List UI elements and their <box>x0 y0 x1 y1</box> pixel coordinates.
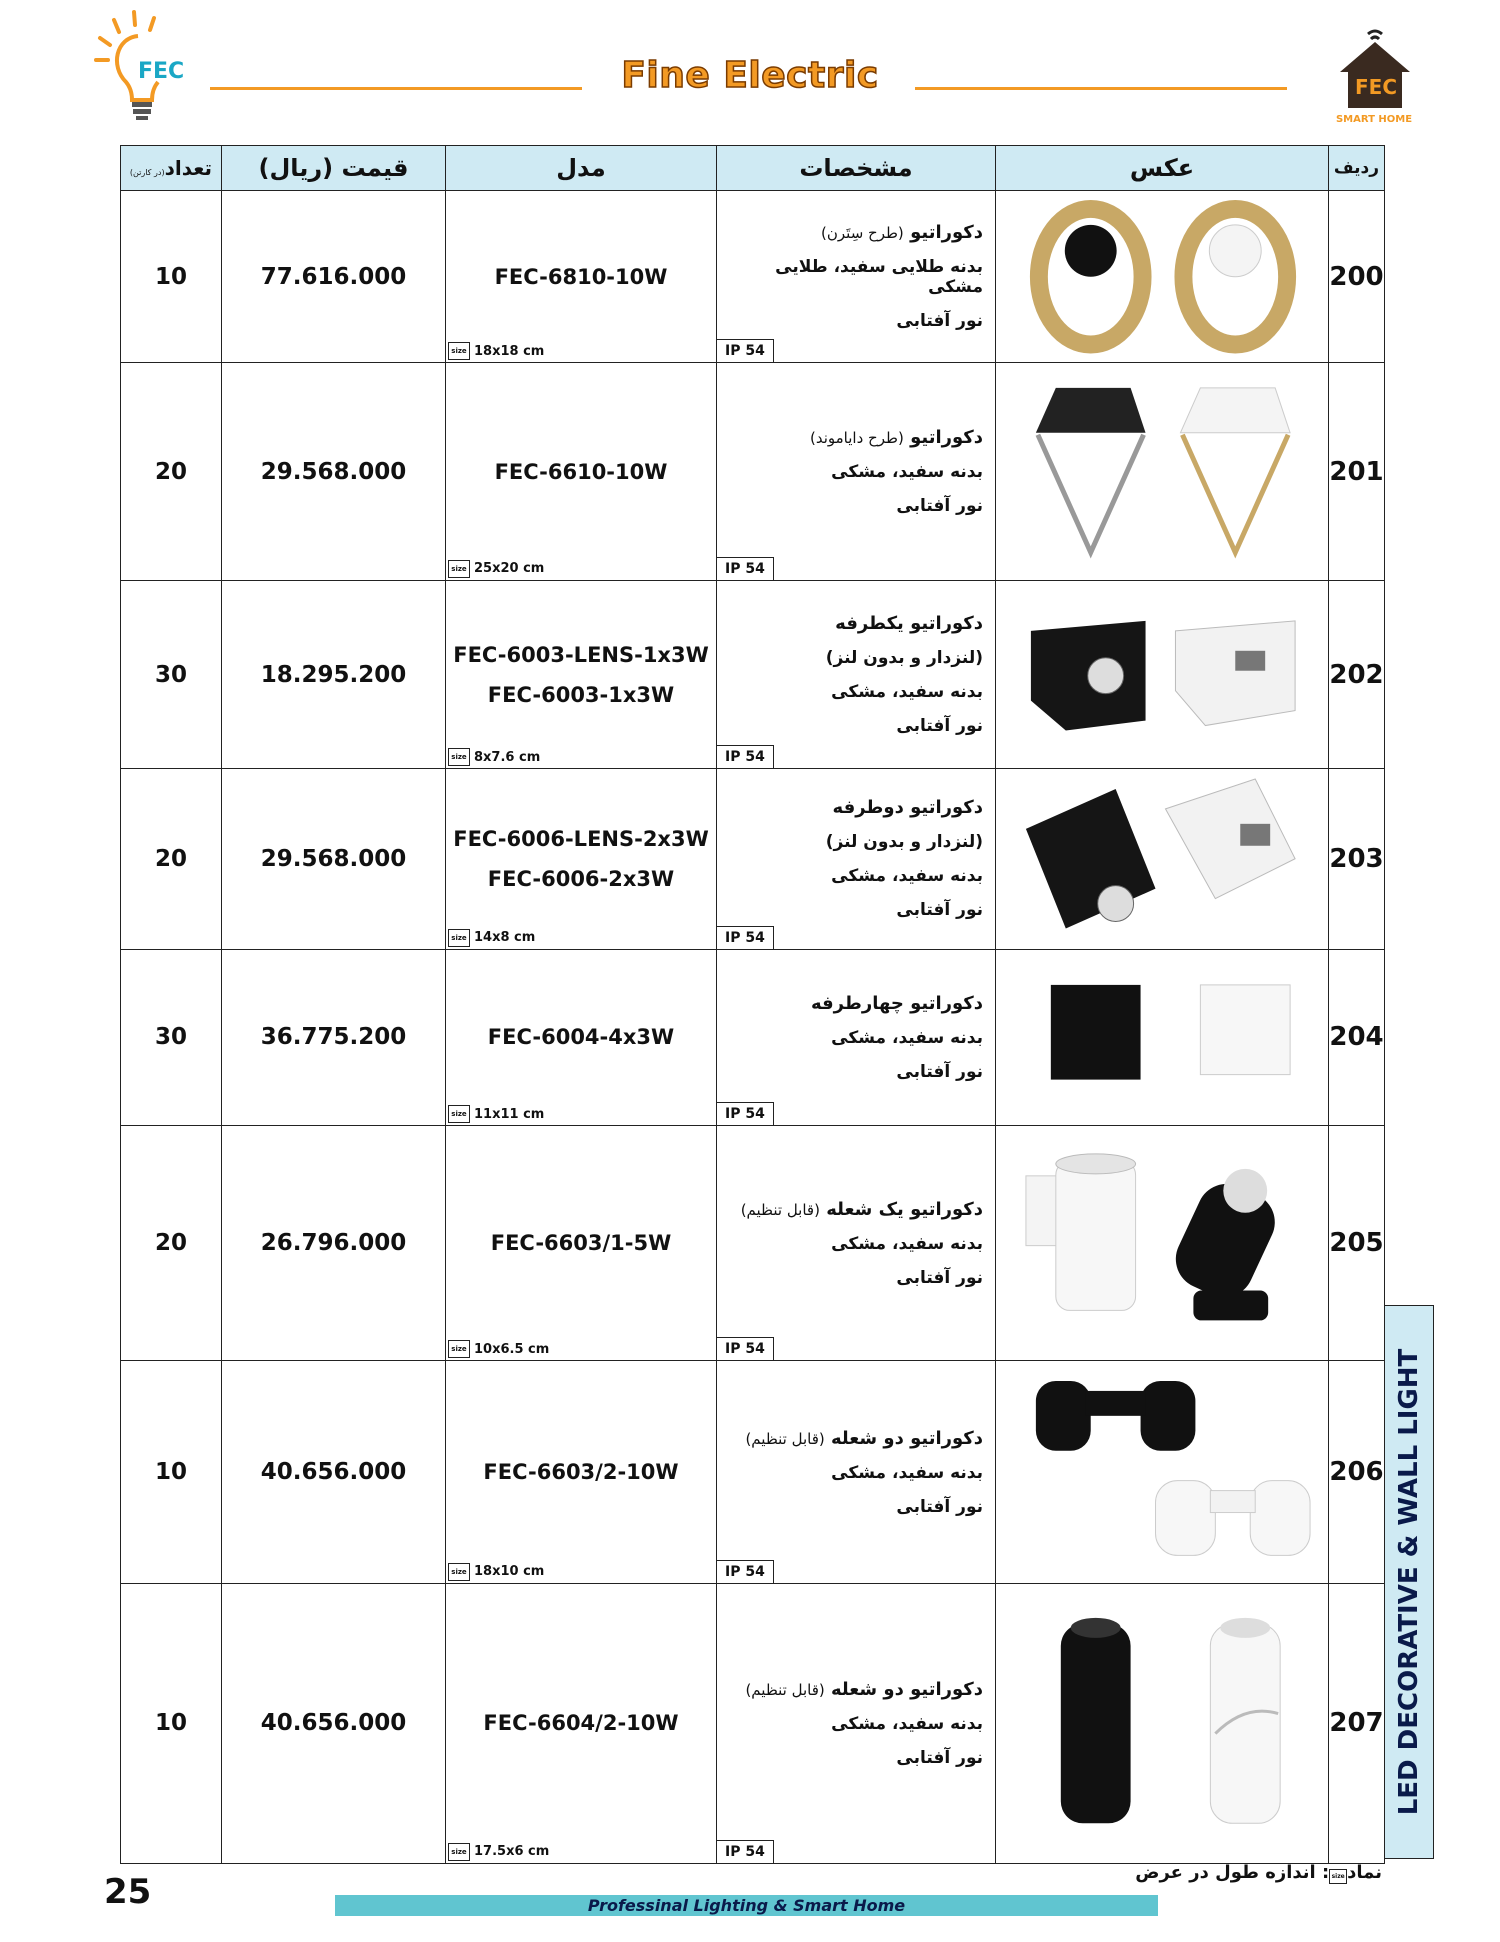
price-cell: 29.568.000 <box>222 363 446 580</box>
model-cell <box>446 1583 717 1863</box>
product-photo <box>996 769 1329 949</box>
spec-line: بدنه سفید، مشکی <box>831 1462 983 1483</box>
spec-title-text: دکوراتیو <box>910 222 983 244</box>
header-rule-left <box>210 87 582 90</box>
fec-logo-left <box>86 8 196 124</box>
brand-title: Fine Electric <box>621 55 879 96</box>
size-tag <box>448 929 535 947</box>
lightbulb-logo-icon <box>86 8 196 124</box>
qty-cell: 30 <box>121 580 222 768</box>
model-cell <box>446 769 717 949</box>
size-value: 18x10 cm <box>474 1564 545 1580</box>
table-row <box>121 1126 1385 1361</box>
spec-title <box>717 427 983 448</box>
product-image <box>996 191 1328 362</box>
spec-title <box>717 613 983 634</box>
spec-line: نور آفتابی <box>896 1496 983 1517</box>
spec-line: نور آفتابی <box>896 496 983 517</box>
spec-note: (قابل تنظیم) <box>740 1200 820 1219</box>
model-code: FEC-6610-10W <box>494 459 668 484</box>
size-legend <box>1120 1862 1382 1884</box>
category-label: LED DECORATIVE & WALL LIGHT <box>1394 1348 1424 1816</box>
model-code: FEC-6003-LENS-1x3W <box>453 642 709 667</box>
table-header-row <box>121 146 1385 191</box>
row-header: ردیف <box>1329 146 1385 191</box>
spec-cell <box>717 769 996 949</box>
model-cell <box>446 1361 717 1583</box>
spec-line: نور آفتابی <box>896 900 983 921</box>
spec-line: نور آفتابی <box>896 716 983 737</box>
spec-note: (طرح دایاموند) <box>810 429 904 448</box>
spec-header: مشخصات <box>717 146 996 191</box>
model-code: FEC-6604/2-10W <box>483 1711 679 1736</box>
model-cell <box>446 949 717 1125</box>
size-tag <box>448 1340 549 1358</box>
product-photo <box>996 580 1329 768</box>
spec-title <box>717 1679 983 1700</box>
ip-rating: IP 54 <box>717 1840 774 1863</box>
price-cell: 77.616.000 <box>222 191 446 363</box>
spec-line: بدنه سفید، مشکی <box>831 1233 983 1254</box>
row-number: 206 <box>1329 1361 1385 1583</box>
size-icon: size <box>448 560 470 578</box>
legend-text: : اندازه طول در عرض <box>1135 1862 1330 1883</box>
spec-line: نور آفتابی <box>896 311 983 332</box>
product-photo <box>996 949 1329 1125</box>
category-side-band <box>1384 1305 1434 1859</box>
spec-title <box>717 1199 983 1220</box>
table-row <box>121 769 1385 949</box>
product-image <box>996 581 1328 768</box>
spec-title-text: دکوراتیو یکطرفه <box>835 613 983 635</box>
size-tag <box>448 1105 544 1123</box>
spec-title-text: دکوراتیو چهارطرفه <box>810 992 983 1014</box>
model-code: FEC-6006-2x3W <box>487 866 675 891</box>
spec-line: (لنزدار و بدون لنز) <box>825 832 983 853</box>
ip-rating: IP 54 <box>717 926 774 949</box>
qty-cell: 20 <box>121 363 222 580</box>
model-code: FEC-6004-4x3W <box>487 1025 675 1050</box>
spec-title <box>717 222 983 243</box>
row-number: 202 <box>1329 580 1385 768</box>
product-photo <box>996 1583 1329 1863</box>
spec-cell <box>717 1361 996 1583</box>
price-cell: 36.775.200 <box>222 949 446 1125</box>
spec-title-text: دکوراتیو دو شعله <box>831 1678 983 1700</box>
header-rule-right <box>915 87 1287 90</box>
spec-line: نور آفتابی <box>896 1061 983 1082</box>
qty-cell: 30 <box>121 949 222 1125</box>
row-number: 204 <box>1329 949 1385 1125</box>
spec-line: بدنه سفید، مشکی <box>831 462 983 483</box>
product-image <box>996 1361 1328 1582</box>
price-cell: 18.295.200 <box>222 580 446 768</box>
size-tag <box>448 560 544 578</box>
spec-line: (لنزدار و بدون لنز) <box>825 648 983 669</box>
size-icon: size <box>448 1563 470 1581</box>
size-value: 8x7.6 cm <box>474 749 541 765</box>
model-cell <box>446 580 717 768</box>
spec-line: بدنه طلایی سفید، طلایی مشکی <box>775 257 983 298</box>
spec-cell <box>717 949 996 1125</box>
size-value: 14x8 cm <box>474 930 536 946</box>
product-image <box>996 363 1328 579</box>
ip-rating: IP 54 <box>717 745 774 768</box>
spec-cell <box>717 1126 996 1361</box>
page-number: 25 <box>104 1872 152 1912</box>
row-number: 200 <box>1329 191 1385 363</box>
spec-line: بدنه سفید، مشکی <box>831 682 983 703</box>
spec-line: بدنه سفید، مشکی <box>831 1713 983 1734</box>
table-row <box>121 949 1385 1125</box>
house-wifi-logo-icon <box>1330 26 1430 126</box>
spec-line: بدنه سفید، مشکی <box>831 866 983 887</box>
size-value: 25x20 cm <box>474 561 545 577</box>
size-icon: size <box>448 1105 470 1123</box>
spec-note: (طرح سِتَرن) <box>821 224 904 243</box>
spec-line: نور آفتابی <box>896 1267 983 1288</box>
spec-cell <box>717 191 996 363</box>
spec-title-text: دکوراتیو دو شعله <box>831 1427 983 1449</box>
model-code: FEC-6006-LENS-2x3W <box>453 826 709 851</box>
product-photo <box>996 191 1329 363</box>
product-photo <box>996 1361 1329 1583</box>
size-value: 17.5x6 cm <box>474 1844 550 1860</box>
size-icon: size <box>448 1843 470 1861</box>
size-icon: size <box>448 929 470 947</box>
price-cell: 40.656.000 <box>222 1583 446 1863</box>
model-code: FEC-6810-10W <box>494 264 668 289</box>
ip-rating: IP 54 <box>717 1102 774 1125</box>
qty-cell: 20 <box>121 769 222 949</box>
size-icon: size <box>448 342 470 360</box>
legend-prefix: نماد <box>1347 1862 1382 1883</box>
qty-header: (در کارتن)تعداد <box>121 146 222 191</box>
qty-cell: 10 <box>121 1361 222 1583</box>
ip-rating: IP 54 <box>717 1337 774 1360</box>
ip-rating: IP 54 <box>717 1560 774 1583</box>
size-tag <box>448 748 540 766</box>
spec-line: نور آفتابی <box>896 1747 983 1768</box>
qty-cell: 10 <box>121 191 222 363</box>
ip-rating: IP 54 <box>717 339 774 362</box>
model-code: FEC-6003-1x3W <box>487 682 675 707</box>
spec-title <box>717 1428 983 1449</box>
model-cell <box>446 363 717 580</box>
row-number: 207 <box>1329 1583 1385 1863</box>
table-row <box>121 1361 1385 1583</box>
row-number: 201 <box>1329 363 1385 580</box>
svg-text:SMART HOME: SMART HOME <box>1335 114 1413 125</box>
price-cell: 26.796.000 <box>222 1126 446 1361</box>
footer-bar: Professinal Lighting & Smart Home <box>335 1895 1158 1916</box>
qty-cell: 20 <box>121 1126 222 1361</box>
product-photo <box>996 363 1329 580</box>
model-cell <box>446 1126 717 1361</box>
table-row <box>121 1583 1385 1863</box>
size-value: 18x18 cm <box>474 343 545 359</box>
model-cell <box>446 191 717 363</box>
qty-cell: 10 <box>121 1583 222 1863</box>
spec-note: (قابل تنظیم) <box>745 1680 825 1699</box>
table-row <box>121 191 1385 363</box>
spec-title-text: دکوراتیو یک شعله <box>826 1198 983 1220</box>
ip-rating: IP 54 <box>717 557 774 580</box>
model-header: مدل <box>446 146 717 191</box>
product-table <box>120 145 1384 1858</box>
product-image <box>996 950 1328 1125</box>
spec-note: (قابل تنظیم) <box>745 1429 825 1448</box>
product-image <box>996 769 1328 948</box>
product-photo <box>996 1126 1329 1361</box>
product-image <box>996 1584 1328 1863</box>
price-cell: 29.568.000 <box>222 769 446 949</box>
spec-title <box>717 993 983 1014</box>
table-row <box>121 580 1385 768</box>
model-code: FEC-6603/2-10W <box>483 1460 679 1485</box>
spec-cell <box>717 1583 996 1863</box>
size-icon: size <box>448 1340 470 1358</box>
size-tag <box>448 342 544 360</box>
table-row <box>121 363 1385 580</box>
price-cell: 40.656.000 <box>222 1361 446 1583</box>
model-code: FEC-6603/1-5W <box>490 1231 672 1256</box>
size-value: 10x6.5 cm <box>474 1341 550 1357</box>
fec-smart-home-logo <box>1330 26 1430 126</box>
size-icon: size <box>1329 1869 1347 1884</box>
row-number: 203 <box>1329 769 1385 949</box>
spec-line: بدنه سفید، مشکی <box>831 1027 983 1048</box>
spec-title-text: دکوراتیو <box>910 427 983 449</box>
photo-header: عکس <box>996 146 1329 191</box>
svg-text:FEC: FEC <box>1355 75 1398 99</box>
size-value: 11x11 cm <box>474 1106 545 1122</box>
spec-title-text: دکوراتیو دوطرفه <box>832 797 983 819</box>
row-number: 205 <box>1329 1126 1385 1361</box>
spec-title <box>717 797 983 818</box>
spec-cell <box>717 363 996 580</box>
size-icon: size <box>448 748 470 766</box>
size-tag <box>448 1563 544 1581</box>
spec-cell <box>717 580 996 768</box>
size-tag <box>448 1843 549 1861</box>
svg-text:FEC: FEC <box>138 59 185 84</box>
product-image <box>996 1126 1328 1360</box>
price-header: قیمت (ریال) <box>222 146 446 191</box>
